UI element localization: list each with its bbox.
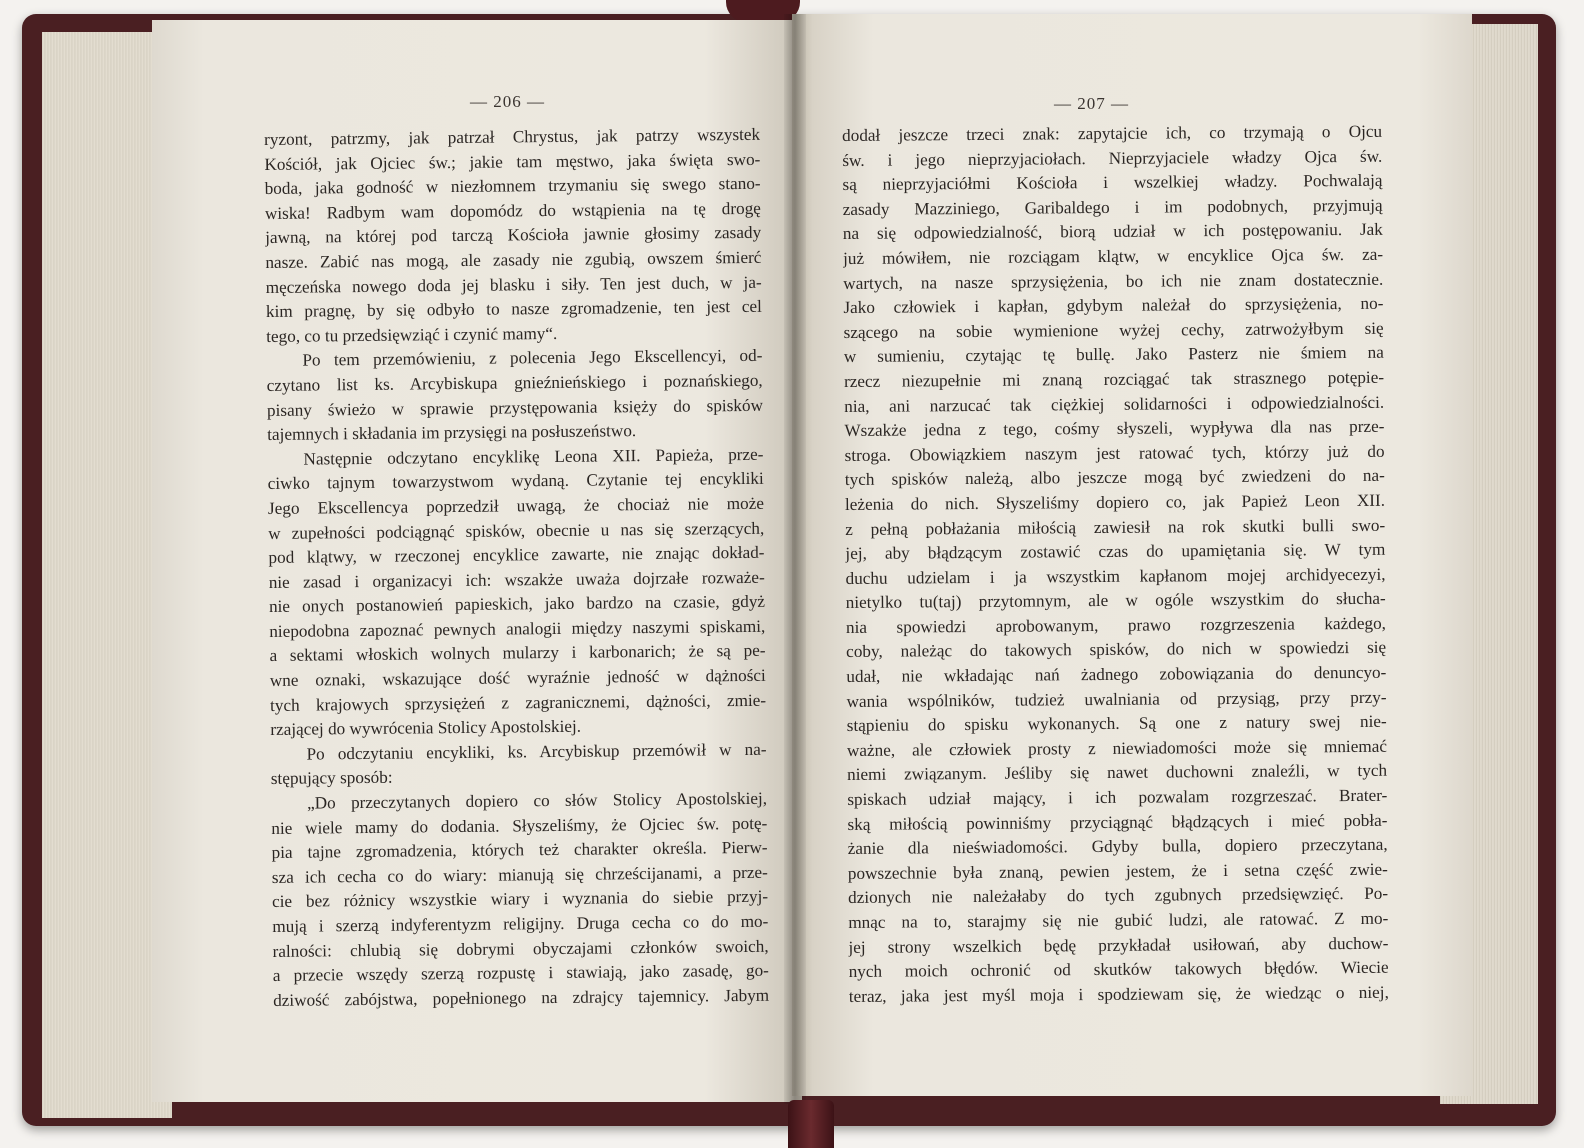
- text-line: jawną, na której pod tarczą Kościoła jawnie głosimy zasady: [265, 223, 762, 248]
- text-line: dzionych nie należałaby do tych zgubnych przedsięwzięć. Po-: [848, 884, 1389, 908]
- text-line: dodał jeszcze trzeci znak: zapytajcie ich, co trzymają o Ojcu: [842, 121, 1383, 145]
- right-page-text: [842, 120, 1389, 1010]
- text-line: Kościół, jak Ojciec św.; jakie tam męstwo, jaka święta swo-: [264, 149, 761, 174]
- text-line: na się odpowiedzialność, biorą udział w ich postępowaniu. Jak: [842, 220, 1383, 244]
- text-line: pod klątwy, w rzeczonej encyklice zawarte, nie znając dokład-: [268, 542, 765, 568]
- text-line: ską miłością powinniśmy przyciągnąć błądzących i mieć pobła-: [847, 810, 1388, 834]
- text-line: coby, należąc do takowych spisków, do nich w spowiedzi się: [846, 638, 1387, 662]
- text-line: niemi związanym. Jeśliby się nawet duchowni znaleźli, w tych: [847, 761, 1388, 785]
- text-line: w sumieniu, czytając tę bullę. Jako Pasterz nie śmiem na: [843, 343, 1384, 367]
- text-line: kim pragnę, by się odbyło to nasze zgromadzenie, ten jest cel: [265, 296, 762, 322]
- text-line: duchu udzielam i ja wszystkim kapłanom mojej archidyecezyi,: [845, 564, 1386, 588]
- text-line: nietylko tu(taj) przytomnym, ale w ogóle wszystkim do słucha-: [845, 589, 1386, 613]
- text-line: cie bez różnicy wszystkie wiary i wyznania do siebie przyj-: [272, 887, 769, 912]
- text-line: pia tajne zgromadzenia, których też charakter określa. Pierw-: [271, 837, 768, 863]
- text-line: stępujący sposób:: [270, 768, 393, 789]
- text-line: żanie dla nieświadomości. Gdyby bulla, dopiero przeczytana,: [847, 834, 1388, 859]
- text-line: stroga. Obowiązkiem naszym jest ratować tych, którzy już do: [844, 441, 1385, 465]
- text-line: z pełną pobłażania miłością zawiesił na rok skutki bulli swo-: [845, 515, 1386, 539]
- text-line: pisany świeżo w sprawie przystępowania księży do spisków: [266, 395, 764, 420]
- text-line: Po tem przemówieniu, z polecenia Jego Ekscellencyi, od-: [302, 346, 763, 370]
- text-line: nie wiele mamy do dodania. Słyszeliśmy, że Ojciec św. potę-: [271, 813, 768, 838]
- text-line: zasady Mazziniego, Garibaldego i im podobnych, przyjmują: [842, 195, 1383, 219]
- text-line: niepodobna zapoznać pewnych analogii między naszymi spiskami,: [269, 616, 766, 641]
- text-line: tajemnych i składania im przysięgi na posłuszeństwo.: [267, 421, 637, 445]
- text-line: a przecie wszędy szerzą rozpustę i stawiają, jako zasadę, go-: [272, 960, 769, 986]
- text-line: wiska! Radbym wam dopomódz do wstąpienia na tę drogę: [264, 198, 761, 223]
- text-line: udał, nie wkładając nań żadnego zobowiązania do denuncyo-: [846, 662, 1387, 687]
- bookmark-ribbon-bottom: [788, 1100, 834, 1148]
- text-line: dziwość zabójstwa, popełnionego na zdrajcy tajemnicy. Jabym: [273, 985, 770, 1010]
- left-page-text: [264, 123, 769, 1014]
- text-line: a sektami włoskich wolnych mularzy i karbonarich; że są pe-: [269, 641, 766, 666]
- text-line: tych krajowych sprzysiężeń z zagranicznemi, dążności, zmie-: [269, 690, 767, 715]
- text-line: w zupełności podciągnąć spisków, obecnie u nas się szerzących,: [268, 518, 765, 543]
- text-line: męczeńska nowego doda jej blasku i siły. Ten jest duch, w ja-: [265, 272, 762, 297]
- text-line: teraz, jaka jest myśl moja i spodziewam się, że wiedząc o niej,: [848, 982, 1389, 1006]
- book-spine-gutter: [784, 14, 806, 1104]
- text-line: wartych, na nasze sprzysiężenia, bo ich nie znam dostatecznie.: [843, 269, 1384, 293]
- text-line: nia, ani narzucać tak ciężkiej solidarności i odpowiedzialności.: [844, 392, 1385, 416]
- text-line: ralności: chlubią się dobrymi obyczajami członków swoich,: [272, 936, 769, 961]
- text-line: wne oznaki, wskazujące dość wyraźnie jedność w dążności: [269, 665, 766, 691]
- text-line: wania wspólników, tudzież uwalniania od przysiąg, przy przy-: [846, 687, 1387, 711]
- text-line: Po odczytaniu encykliki, ks. Arcybiskup przemówił w na-: [306, 739, 767, 764]
- text-line: ważne, ale człowiek prosty z niewiadomości może się mniemać: [846, 736, 1387, 760]
- text-line: Jego Ekscellencya poprzedził uwagą, że chociaż nie może: [267, 493, 765, 518]
- text-line: ciwko tajnym towarzystwom wydaną. Czytanie tej encykliki: [267, 469, 764, 494]
- text-line: św. i jego nieprzyjaciołach. Nieprzyjaciele władzy Ojca św.: [842, 146, 1383, 170]
- text-line: nasze. Zabić nas mogą, ale zasady nie zgubią, owszem śmierć: [265, 247, 762, 272]
- text-line: powszechnie była znaną, pewien jestem, że i setna część zwie-: [847, 859, 1388, 883]
- text-line: stąpieniu do spisku wykonanych. Są one z natury swej nie-: [846, 711, 1387, 736]
- text-line: mują i szerzą indyferentyzm religijny. Druga cecha co do mo-: [272, 911, 769, 936]
- text-line: nie zasad i organizacyi ich: wszakże uważa dojrzałe rozważe-: [268, 567, 765, 592]
- text-line: tego, co tu przedsięwziąć i czynić mamy“.: [266, 323, 558, 346]
- text-line: są nieprzyjaciółmi Kościoła i wszelkiej władzy. Pochwalają: [842, 170, 1383, 195]
- text-line: leżenia do nich. Słyszeliśmy dopiero co, jak Papież Leon XII.: [844, 490, 1386, 514]
- text-line: jej strony wszelkich będę przykładał usiłowań, aby duchow-: [848, 933, 1389, 957]
- text-line: już mówiłem, nie rozciągam klątw, w encyklice Ojca św. za-: [842, 244, 1384, 268]
- text-line: sza ich cecha co do wiary: mianują się chrześcijanami, a prze-: [271, 862, 768, 887]
- right-page-number: — 207 —: [1054, 94, 1129, 113]
- text-line: rzecz niezupełnie mi znaną rozciągać tak strasznego potępie-: [843, 367, 1385, 391]
- left-page-number: — 206 —: [470, 92, 545, 111]
- right-page: [792, 14, 1472, 1096]
- text-line: mnąc na to, starajmy się nie gubić ludzi, ale ratować. Z mo-: [848, 908, 1389, 932]
- text-line: Jako człowiek i kapłan, gdybym należał do sprzysiężenia, no-: [843, 293, 1384, 318]
- text-line: nia spowiedzi aprobowanym, prawo rozgrzeszenia każdego,: [845, 613, 1387, 637]
- text-line: ryzont, patrzmy, jak patrzał Chrystus, jak patrzy wszystek: [264, 124, 761, 149]
- text-line: szącego na sobie wymienione wyżej cechy, zatrwożyłbym się: [843, 318, 1384, 342]
- text-line: spiskach udział mający, i ich pozwalam rozgrzeszać. Brater-: [847, 785, 1388, 810]
- left-page: [152, 20, 802, 1102]
- text-line: Wszakże jedna z tego, cośmy słyszeli, wypływa dla nas prze-: [844, 416, 1385, 441]
- text-line: czytano list ks. Arcybiskupa gnieźnieńskiego i poznańskiego,: [266, 370, 763, 395]
- text-line: Następnie odczytano encyklikę Leona XII. Papieża, prze-: [303, 444, 764, 469]
- text-line: nych moich ochronić od skutków takowych błędów. Wiecie: [848, 957, 1389, 982]
- text-line: „Do przeczytanych dopiero co słów Stolicy Apostolskiej,: [306, 788, 768, 813]
- text-line: tych spisków należą, albo jeszcze mogą być zwiedzeni do na-: [844, 466, 1385, 490]
- text-line: boda, jaka godność w niezłomnem trzymaniu się swego stano-: [264, 173, 761, 199]
- text-line: rzającej do wywrócenia Stolicy Apostolskiej.: [270, 716, 582, 740]
- text-line: jej, aby błądzącym zostawić czas do upamiętania się. W tym: [845, 539, 1386, 564]
- text-line: nie onych postanowień papieskich, jako bardzo na czasie, gdyż: [268, 592, 766, 617]
